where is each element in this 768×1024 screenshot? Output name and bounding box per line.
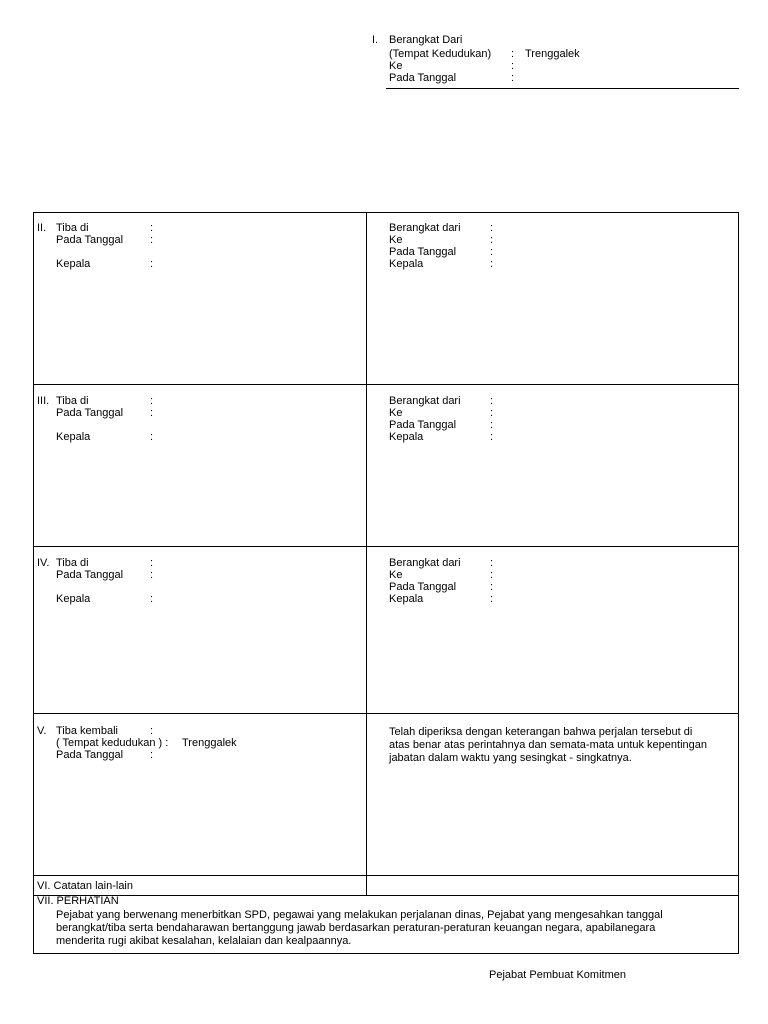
colon: : (490, 395, 494, 407)
header-number: I. (372, 34, 379, 46)
colon: : (490, 569, 494, 581)
colon: : (150, 593, 154, 605)
pada-tanggal-label: Pada Tanggal (56, 569, 124, 581)
kepala-label: Kepala (389, 431, 424, 443)
colon: : (490, 557, 494, 569)
colon: : (490, 581, 494, 593)
tiba-di-label: Tiba di (56, 557, 89, 569)
header-tempat-kedudukan-label: (Tempat Kedudukan) (389, 48, 492, 60)
row-divider (33, 384, 739, 385)
tiba-di-label: Tiba di (56, 395, 89, 407)
row-divider (33, 875, 739, 876)
colon: : (150, 557, 154, 569)
column-divider (366, 212, 367, 896)
section-number: II. (37, 222, 47, 234)
form-table (33, 212, 739, 954)
colon: : (490, 431, 494, 443)
colon: : (490, 234, 494, 246)
colon: : (490, 258, 494, 270)
row-divider (33, 713, 739, 714)
kepala-label: Kepala (389, 258, 424, 270)
header-pada-tanggal-label: Pada Tanggal (389, 72, 457, 84)
notice-line: Pejabat yang berwenang menerbitkan SPD, pegawai yang melakukan perjalanan dinas, Pejabat yang mengesahkan tanggal (56, 909, 663, 921)
statement-line: atas benar atas perintahnya dan semata-mata untuk kepentingan (389, 739, 707, 751)
colon: : (150, 258, 154, 270)
colon: : (150, 431, 154, 443)
tempat-value: Trenggalek (182, 737, 237, 749)
pada-tanggal-label: Pada Tanggal (56, 234, 124, 246)
notice-line: menderita rugi akibat kesalahan, kelalaian dan kealpaannya. (56, 935, 352, 947)
header-colon: : (511, 60, 515, 72)
berangkat-dari-label: Berangkat dari (389, 222, 461, 234)
colon: : (150, 395, 154, 407)
header-tempat-value: Trenggalek (525, 48, 580, 60)
colon: : (490, 593, 494, 605)
signatory-title: Pejabat Pembuat Komitmen (489, 969, 626, 981)
kepala-label: Kepala (56, 431, 91, 443)
ke-label: Ke (389, 569, 403, 581)
colon: : (150, 725, 154, 737)
header-berangkat-dari-label: Berangkat Dari (389, 34, 463, 46)
kepala-label: Kepala (56, 593, 91, 605)
colon: : (490, 246, 494, 258)
row-divider (33, 895, 739, 896)
header-underline (386, 88, 739, 89)
section-number: III. (37, 395, 50, 407)
header-colon: : (511, 48, 515, 60)
colon: : (150, 749, 154, 761)
row-divider (33, 546, 739, 547)
pada-tanggal-label: Pada Tanggal (389, 246, 457, 258)
colon: : (490, 407, 494, 419)
section-number: V. (37, 725, 47, 737)
section-number: IV. (37, 557, 50, 569)
colon: : (150, 222, 154, 234)
colon: : (490, 419, 494, 431)
pada-tanggal-label: Pada Tanggal (389, 581, 457, 593)
pada-tanggal-label: Pada Tanggal (56, 407, 124, 419)
tiba-di-label: Tiba di (56, 222, 89, 234)
pada-tanggal-label: Pada Tanggal (389, 419, 457, 431)
tempat-kedudukan-label: ( Tempat kedudukan ) : (56, 737, 169, 749)
ke-label: Ke (389, 407, 403, 419)
header-colon: : (511, 72, 515, 84)
colon: : (150, 234, 154, 246)
tiba-kembali-label: Tiba kembali (56, 725, 118, 737)
colon: : (150, 407, 154, 419)
statement-line: jabatan dalam waktu yang sesingkat - singkatnya. (389, 752, 632, 764)
section-vii-label: VII. PERHATIAN (37, 895, 119, 907)
header-ke-label: Ke (389, 60, 403, 72)
colon: : (490, 222, 494, 234)
pada-tanggal-label: Pada Tanggal (56, 749, 124, 761)
notice-line: berangkat/tiba serta bendaharawan bertanggung jawab berdasarkan peraturan-peraturan keuangan negara, apabilanegara (56, 922, 656, 934)
statement-line: Telah diperiksa dengan keterangan bahwa perjalan tersebut di (389, 726, 693, 738)
berangkat-dari-label: Berangkat dari (389, 395, 461, 407)
ke-label: Ke (389, 234, 403, 246)
kepala-label: Kepala (56, 258, 91, 270)
kepala-label: Kepala (389, 593, 424, 605)
berangkat-dari-label: Berangkat dari (389, 557, 461, 569)
colon: : (150, 569, 154, 581)
section-vi-label: VI. Catatan lain-lain (37, 880, 133, 892)
